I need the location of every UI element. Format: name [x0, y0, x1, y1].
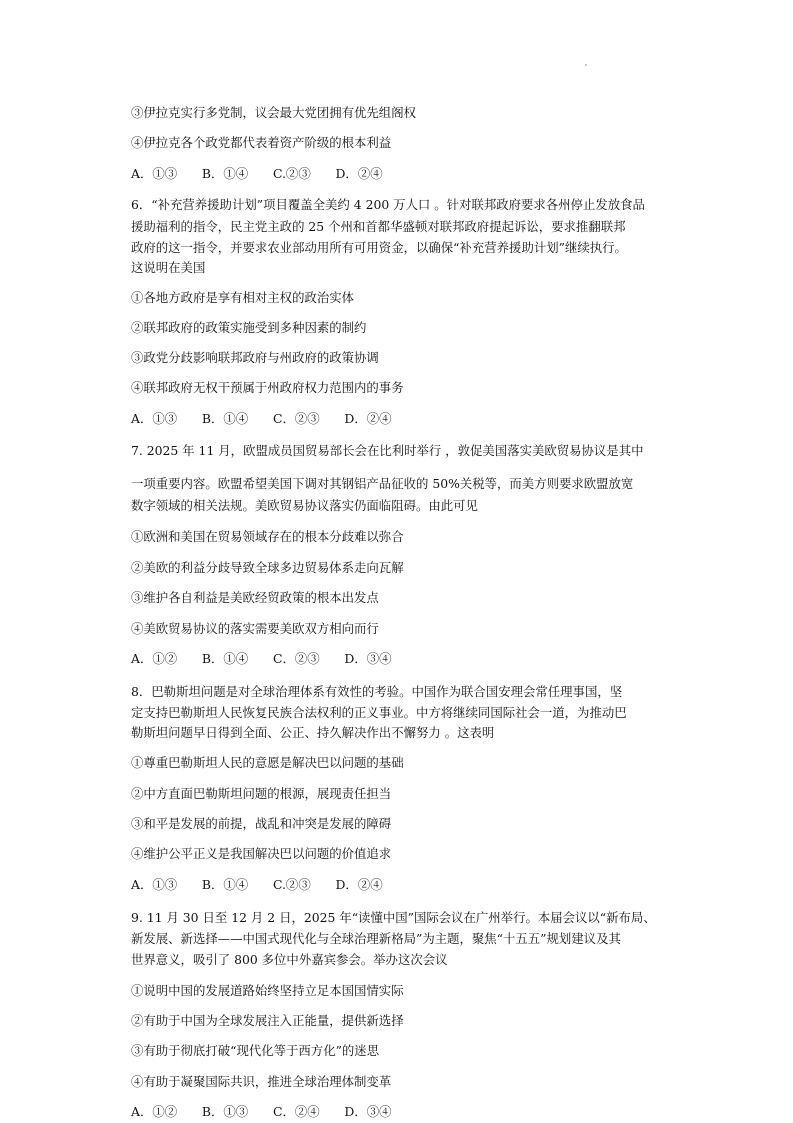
- q7-choices: A．①② B．①④ C．②③ D．③④: [131, 651, 392, 666]
- q8-option-1: ①尊重巴勒斯坦人民的意愿是解决巴以问题的基础: [131, 755, 404, 770]
- q6-choices: A．①③ B．①④ C．②③ D．②④: [131, 411, 392, 426]
- q6-stem-line: 6．“补充营养援助计划”项目覆盖全美约 4 200 万人口 。针对联邦政府要求各州停止发放食品: [131, 197, 645, 212]
- scan-speck: [585, 64, 587, 66]
- q7-option-1: ①欧洲和美国在贸易领域存在的根本分歧难以弥合: [131, 529, 404, 544]
- q9-stem-line: 9. 11 月 30 日至 12 月 2 日，2025 年“读懂中国”国际会议在广州举行。本届会议以“新布局、: [131, 910, 656, 925]
- q8-option-3: ③和平是发展的前提，战乱和冲突是发展的障碍: [131, 816, 392, 831]
- q7-option-3: ③维护各自利益是美欧经贸政策的根本出发点: [131, 590, 379, 605]
- q7-stem-line: 7. 2025 年 11 月，欧盟成员国贸易部长会在比利时举行 ，敦促美国落实美欧贸易协议是其中: [131, 443, 644, 458]
- q6-option-2: ②联邦政府的政策实施受到多种因素的制约: [131, 320, 367, 335]
- q9-option-3: ③有助于彻底打破“现代化等于西方化”的迷思: [131, 1043, 380, 1058]
- q9-option-4: ④有助于凝聚国际共识，推进全球治理体制变革: [131, 1074, 392, 1089]
- q6-stem-line: 这说明在美国: [131, 260, 206, 275]
- q9-stem-line: 世界意义，吸引了 800 多位中外嘉宾参会。举办这次会议: [131, 952, 448, 967]
- q6-option-4: ④联邦政府无权干预属于州政府权力范围内的事务: [131, 380, 404, 395]
- q9-option-1: ①说明中国的发展道路始终坚持立足本国国情实际: [131, 983, 404, 998]
- q8-choices: A．①③ B．①④ C.②③ D．②④: [131, 877, 383, 892]
- q8-option-2: ②中方直面巴勒斯坦问题的根源，展现责任担当: [131, 786, 392, 801]
- q7-stem-line: 数字领域的相关法规。美欧贸易协议落实仍面临阻碍。由此可见: [131, 498, 478, 513]
- q9-choices: A．①② B．①③ C．②④ D．③④: [131, 1104, 392, 1119]
- q6-stem-line: 援助福利的指令，民主党主政的 25 个州和首都华盛顿对联邦政府提起诉讼，要求推翻联邦: [131, 219, 626, 234]
- q8-stem-line: 8．巴勒斯坦问题是对全球治理体系有效性的考验。中国作为联合国安理会常任理事国，坚: [131, 684, 623, 699]
- q9-option-2: ②有助于中国为全球发展注入正能量，提供新选择: [131, 1013, 404, 1028]
- q8-stem-line: 定支持巴勒斯坦人民恢复民族合法权利的正义事业。中方将继续同国际社会一道，为推动巴: [131, 705, 627, 720]
- q7-option-4: ④美欧贸易协议的落实需要美欧双方相向而行: [131, 621, 379, 636]
- q6-option-1: ①各地方政府是享有相对主权的政治实体: [131, 290, 355, 305]
- q7-option-2: ②美欧的利益分歧导致全球多边贸易体系走向瓦解: [131, 560, 404, 575]
- q8-option-4: ④维护公平正义是我国解决巴以问题的价值追求: [131, 846, 392, 861]
- q6-option-3: ③政党分歧影响联邦政府与州政府的政策协调: [131, 350, 379, 365]
- q9-stem-line: 新发展、新选择——中国式现代化与全球治理新格局”为主题，聚焦“十五五”规划建议及其: [131, 931, 621, 946]
- q8-stem-line: 勒斯坦问题早日得到全面、公正、持久解决作出不懈努力 。这表明: [131, 725, 495, 740]
- q5-option-4: ④伊拉克各个政党都代表着资产阶级的根本利益: [131, 135, 392, 150]
- q6-stem-line: 政府的这一指令，并要求农业部动用所有可用资金，以确保“补充营养援助计划”继续执行。: [131, 240, 627, 255]
- q7-stem-line: 一项重要内容。欧盟希望美国下调对其钢铝产品征收的 50%关税等，而美方则要求欧盟放宽: [131, 476, 634, 491]
- q5-choices: A．①③ B．①④ C.②③ D．②④: [131, 166, 383, 181]
- q5-option-3: ③伊拉克实行多党制，议会最大党团拥有优先组阁权: [131, 105, 416, 120]
